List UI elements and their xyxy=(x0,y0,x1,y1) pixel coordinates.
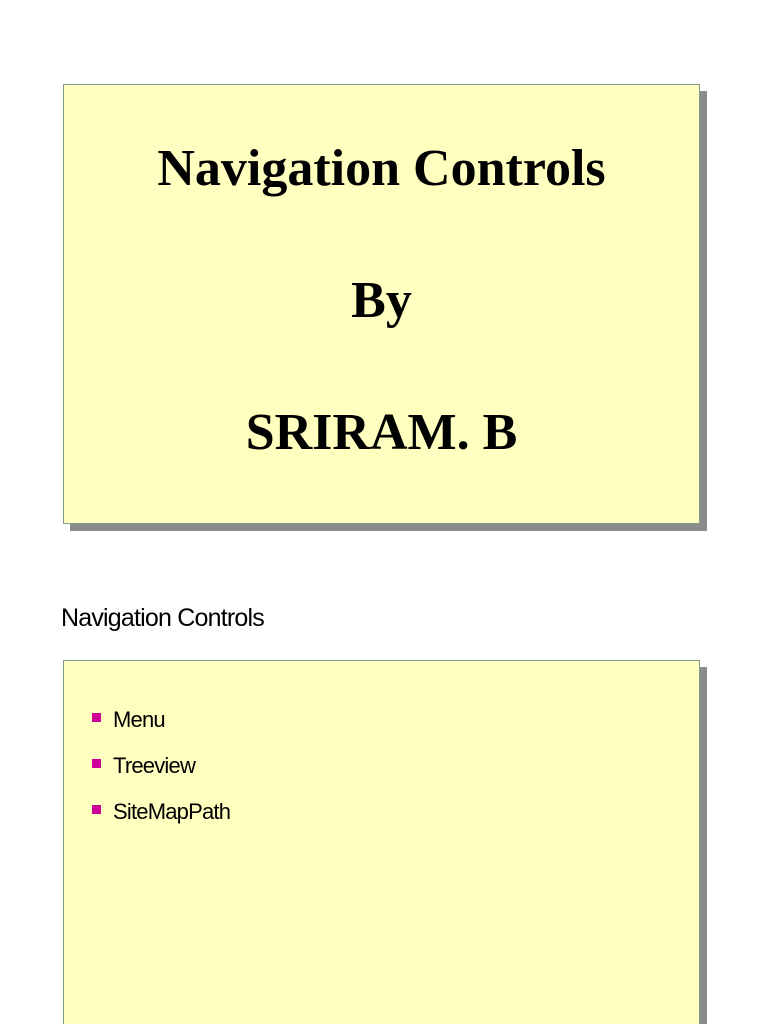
bullet-list xyxy=(92,697,699,835)
bullet-text-menu: Menu xyxy=(113,707,165,732)
square-bullet-icon xyxy=(92,759,101,768)
list-item xyxy=(92,743,699,789)
bullet-text-treeview: Treeview xyxy=(113,753,196,778)
square-bullet-icon xyxy=(92,713,101,722)
list-item xyxy=(92,789,699,835)
list-item xyxy=(92,697,699,743)
title-slide xyxy=(63,84,700,524)
slide-title: Navigation Controls xyxy=(157,140,606,197)
bullet-text-sitemappath: SiteMapPath xyxy=(113,799,231,824)
slide-author: SRIRAM. B xyxy=(245,404,518,461)
content-slide xyxy=(63,660,700,1024)
slide-subtitle-by: By xyxy=(351,272,412,329)
square-bullet-icon xyxy=(92,805,101,814)
slide-heading: Navigation Controls xyxy=(61,604,264,632)
